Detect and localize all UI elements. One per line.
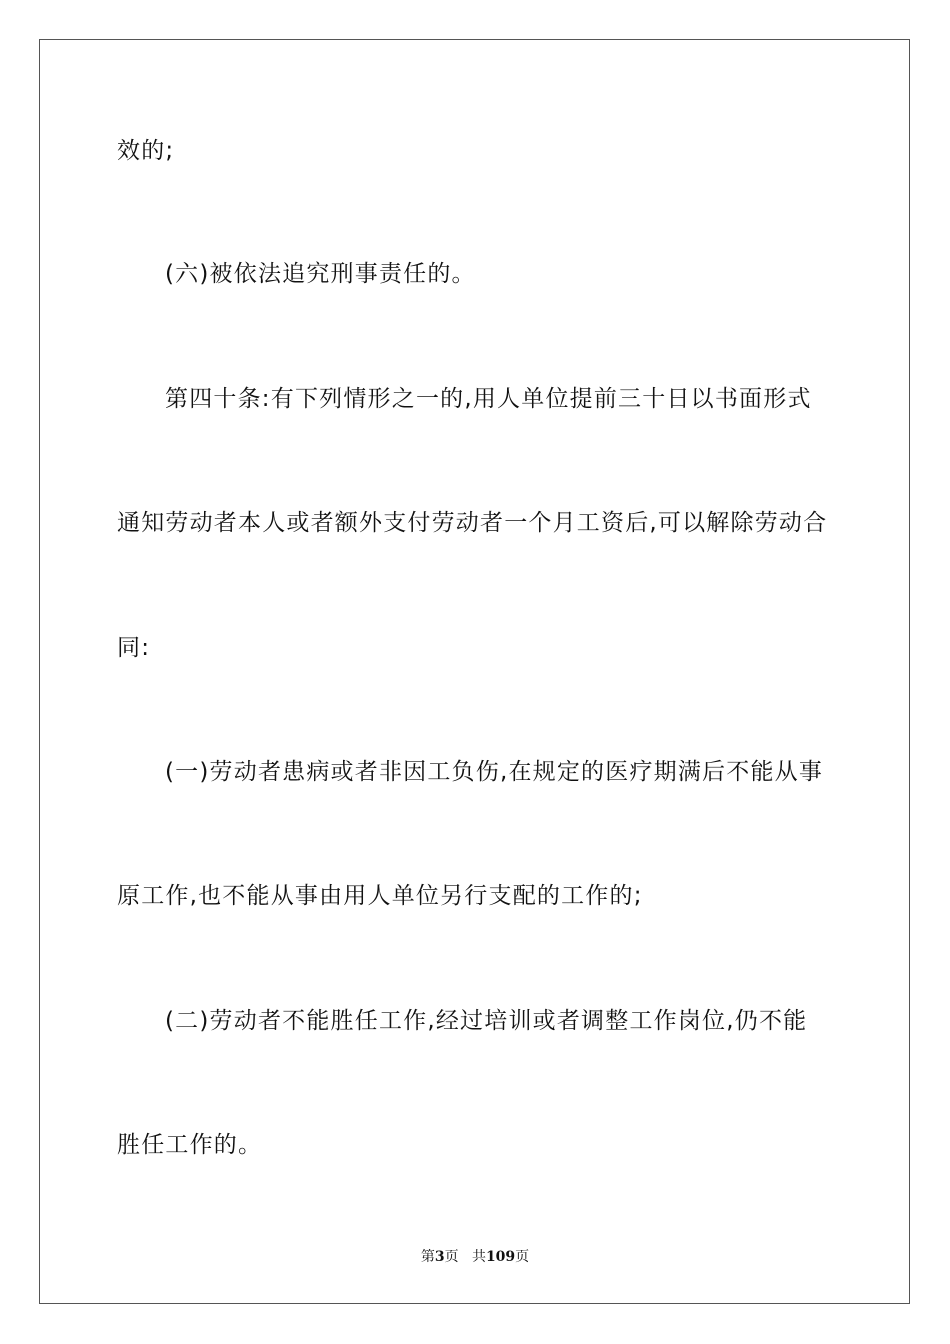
- footer-total-prefix: 共: [471, 1249, 486, 1265]
- footer-page-prefix: 第: [420, 1249, 435, 1265]
- footer-total-suffix: 页: [515, 1249, 530, 1265]
- text-line-8: (二)劳动者不能胜任工作,经过培训或者调整工作岗位,仍不能: [165, 1008, 808, 1034]
- page-border: [39, 39, 910, 1304]
- text-line-5: 同:: [117, 635, 151, 661]
- text-line-2: (六)被依法追究刑事责任的。: [165, 261, 476, 287]
- text-line-9: 胜任工作的。: [117, 1132, 263, 1158]
- text-line-4: 通知劳动者本人或者额外支付劳动者一个月工资后,可以解除劳动合: [117, 510, 828, 536]
- page-footer: [0, 1248, 950, 1266]
- text-line-3: 第四十条:有下列情形之一的,用人单位提前三十日以书面形式: [165, 386, 812, 412]
- text-line-7: 原工作,也不能从事由用人单位另行支配的工作的;: [117, 883, 643, 909]
- footer-total-pages: 109: [485, 1249, 516, 1265]
- text-line-1: 效的;: [117, 138, 175, 164]
- footer-page-number: 3: [434, 1249, 445, 1265]
- text-line-6: (一)劳动者患病或者非因工负伤,在规定的医疗期满后不能从事: [165, 759, 824, 785]
- footer-page-suffix: 页: [444, 1249, 459, 1265]
